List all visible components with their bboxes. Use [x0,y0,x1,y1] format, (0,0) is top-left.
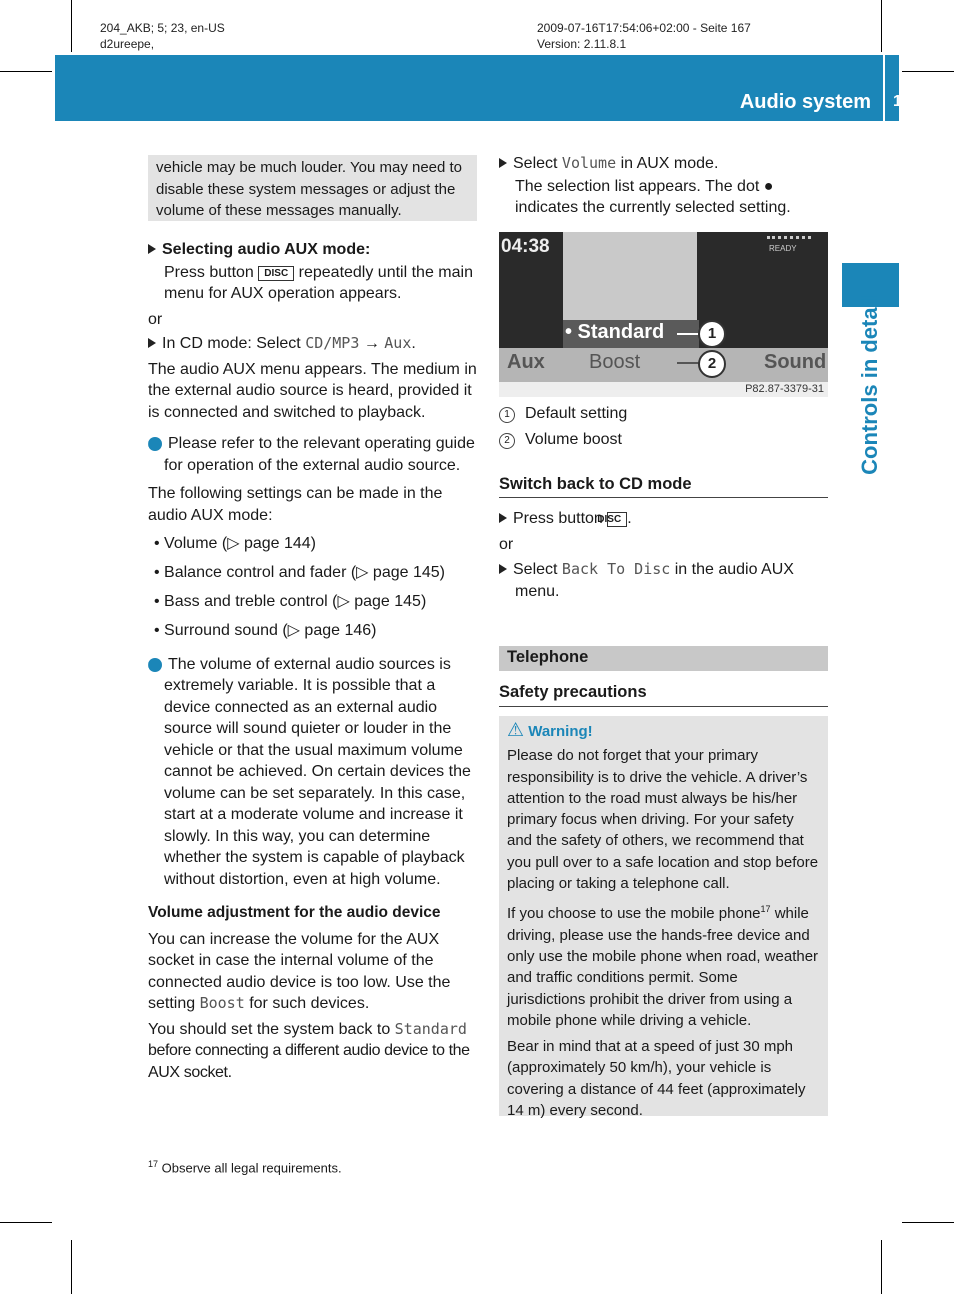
telephone-section-bar [499,646,828,671]
step-arrow-icon [499,158,507,168]
disc-button-icon: DISC [607,512,627,527]
warning-title: Warning! [528,723,593,740]
section-heading: Switch back to CD mode [499,475,692,493]
continued-note: vehicle may be much louder. You may need to disable these system messages or adjust the volume of these messages manually. [156,159,463,219]
aux-volume-screen-image [499,232,828,397]
right-column-steps: Press button DISC . or Select Back To Disc in the audio AUX menu. [499,508,831,602]
footnote: $^{17}$ Observe all legal requirements. [148,1159,342,1176]
crop-mark [0,71,52,72]
meta-left [100,20,225,52]
continued-note-box [148,155,477,221]
warning-text: Please do not forget that your primary responsibility is to drive the vehicle. A driver’s attention to the road must always be his/her primary focus when driving. For your safety and the safety of others, we recommend that you pull over to a safe location and stop before placing or taking a telephone call. [507,747,819,893]
softkey-sound: Sound [764,351,827,373]
step-text: repeatedly until the main menu for AUX operation appears. [164,263,473,302]
right-column-top: Select Volume in AUX mode. The selection list appears. The dot ● indicates the currently selected setting. [499,153,831,219]
crop-mark [881,1240,882,1294]
side-tab-label: Controls in detail [857,295,882,475]
menu-item-text: Aux [384,334,412,352]
callout-line-2 [677,362,699,364]
crop-mark [71,1240,72,1294]
image-code: P82.87-3379-31 [745,383,824,395]
step-text: The selection list appears. The dot ● indicates the currently selected setting. [515,177,791,216]
arrow-icon: → [363,335,380,352]
section-title: Audio system [739,91,871,113]
step-arrow-icon [148,338,156,348]
crop-mark [902,1222,954,1223]
menu-item-text: CD/MP3 [305,334,360,352]
step-text: . [411,335,416,352]
disc-button-icon: DISC [258,266,294,281]
or-text: or [499,535,514,553]
heading-rule [499,706,828,707]
crop-mark [902,71,954,72]
info-icon: i [148,658,162,672]
meta-timestamp: 2009-07-16T17:54:06+02:00 - Seite 167 [537,21,751,35]
callout-1: 1 [698,320,726,348]
meta-doc-id: 204_AKB; 5; 23, en-US [100,21,225,35]
crop-mark [0,1222,52,1223]
softkey-aux: Aux [507,351,545,373]
paragraph: You can increase the volume for the AUX socket in case the internal volume of the connected audio device is too low. Use the setting Boost for such devices. [148,930,451,1012]
step-text: Press button [164,263,254,281]
warning-text: If you choose to use the mobile phone$^{17}$ while driving, please use the hands-free device and only use the mobile phone when road, weather and traffic conditions permit. Some jurisdictions prohibit the driver from using a mobile phone while driving a vehicle. [507,904,819,1029]
info-text: The volume of external audio sources is extremely variable. It is possible that a device connected as an external audio source will sound quieter or louder in the vehicle or that the usual maximum volume cannot be achieved. On certain devices the volume can be set separately. In this case, start at a moderate volume and increase it slowly. In this way, you can determine whether the system is capable of playback without distortion, even at high volume. [164,655,471,888]
right-column-mid [499,403,831,496]
paragraph: The following settings can be made in the audio AUX mode: [148,485,443,524]
screen-status: READY [769,244,797,253]
page-number: 167 [893,93,920,110]
step-text: In CD mode: Select [162,335,301,352]
legend-item: 2 Volume boost [499,429,831,451]
crop-mark [71,0,72,52]
page-header [55,55,920,121]
list-item: • Volume (▷ page 144) [154,535,316,552]
option-standard: • Standard [565,321,665,343]
callout-2: 2 [698,350,726,378]
info-icon: i [148,437,162,451]
warning-triangle-icon: ⚠ [507,720,525,741]
bullet-list [148,533,480,642]
warning-text: Bear in mind that at a speed of just 30 mph (approximately 50 km/h), your vehicle is covering a distance of 44 feet (approximately 14 m) every second. [507,1038,806,1120]
meta-right [537,20,751,52]
meta-author: d2ureepe, [100,37,155,51]
option-boost: Boost [589,351,641,373]
crop-mark [881,0,882,52]
screen-center-panel [563,232,697,320]
list-item: • Surround sound (▷ page 146) [154,622,377,639]
paragraph: The audio AUX menu appears. The medium in the external audio source is heard, provided it is connected and switched to playback. [148,360,477,421]
step-arrow-icon [499,513,507,523]
step-arrow-icon [148,244,156,254]
or-text: or [148,310,163,328]
legend-item: 1 Default setting [499,403,831,425]
step-arrow-icon [499,564,507,574]
left-column [144,239,480,1083]
meta-version: Version: 2.11.8.1 [537,37,627,51]
paragraph: You should set the system back to Standard before connecting a different audio device to the AUX socket. [148,1019,470,1081]
screen-clock: 04:38 [501,236,550,257]
section-title-telephone: Telephone [507,648,589,666]
warning-header [507,720,820,742]
heading-rule [499,497,828,498]
step-title: Selecting audio AUX mode: [162,241,371,258]
callout-line-1 [677,333,699,335]
list-item: • Balance control and fader (▷ page 145) [154,564,445,581]
list-item: • Bass and treble control (▷ page 145) [154,593,427,610]
subheading: Volume adjustment for the audio device [148,904,441,921]
info-text: Please refer to the relevant operating guide for operation of the external audio source. [164,435,475,474]
subsection-title: Safety precautions [499,683,647,701]
header-divider [883,55,885,121]
warning-box [499,716,828,1120]
